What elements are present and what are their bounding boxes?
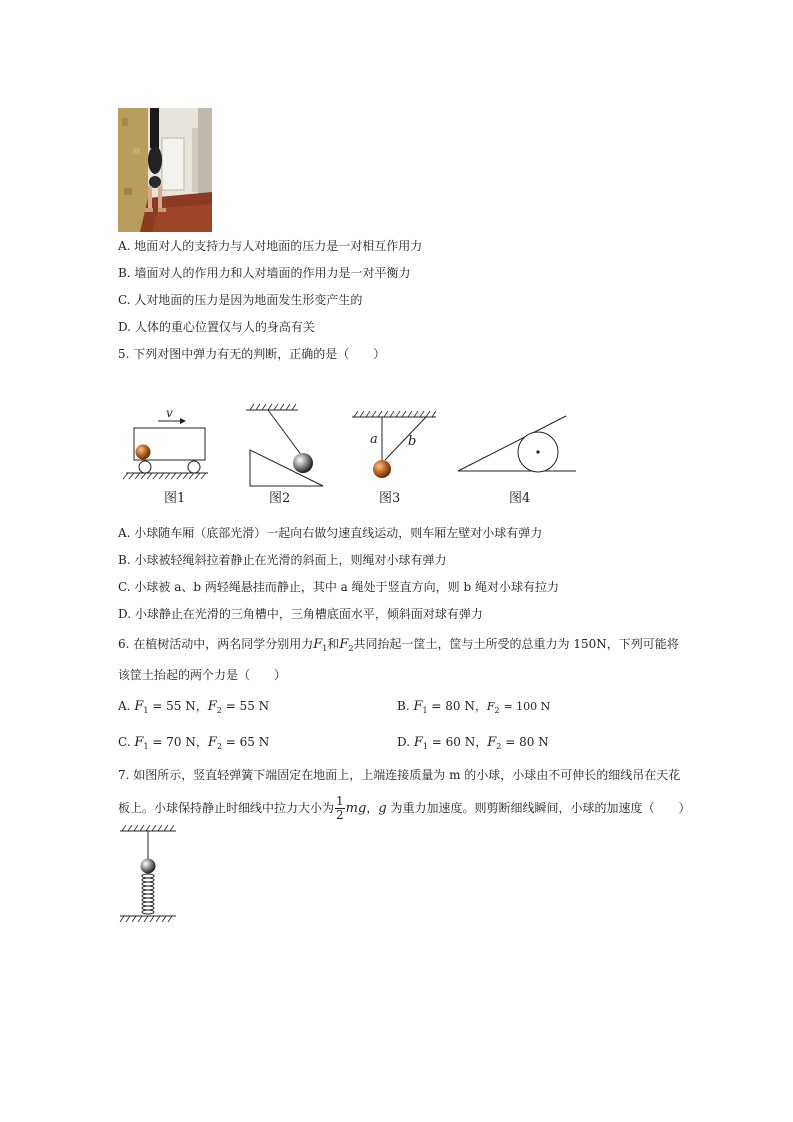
q6-stem-part2: 共同抬起一筐土，筐与土所受的总重力为 150N，下列可能将 [353,637,679,651]
q5-option-c: C. 小球被 a、b 两轻绳悬挂而静止，其中 a 绳处于竖直方向，则 b 绳对小球有拉力 [118,580,559,594]
fig3-rope-b-label: b [408,434,417,449]
q7-stem-line2: 板上。小球保持静止时细线中拉力大小为 $\frac{1}{2}$ mg，g 为重力加速度。则剪断细线瞬间，小球的加速度（ ） [118,794,691,822]
q4-option-b: B. 墙面对人的作用力和人对墙面的作用力是一对平衡力 [118,266,411,280]
q6-stem-part1: 6. 在植树活动中，两名同学分别用力 [118,637,314,651]
q6-option-c: C. $F_1 = 70$ N，$F_2 = 65$ N [118,735,270,751]
q6-option-d: D. $F_1 = 60$ N，$F_2 = 80$ N [397,735,549,751]
fig3-caption: 图3 [379,491,401,506]
fig3-two-ropes [352,411,436,478]
fig2-caption: 图2 [269,491,291,506]
q5-option-a: A. 小球随车厢（底部光滑）一起向右做匀速直线运动，则车厢左壁对小球有弹力 [118,526,543,540]
q6-f2-symbol: $F_2$ [339,637,354,653]
q6-stem-line2: 该筐土抬起的两个力是（ ） [118,668,287,682]
fig3-rope-a-label: a [370,432,378,447]
q6-stem-and: 和 [327,637,340,651]
q6-option-b: B. $F_1 = 80$ N，$F_2 = 100$ N [397,699,551,715]
fig1-cart [123,418,208,479]
fig1-caption: 图1 [164,491,186,506]
q7-spring-figure [118,822,180,928]
q7-fraction: $\frac{1}{2}$ [336,794,344,822]
fig4-caption: 图4 [509,491,531,506]
q5-stem: 5. 下列对图中弹力有无的判断，正确的是（ ） [118,347,386,361]
q4-option-d: D. 人体的重心位置仅与人的身高有关 [118,320,315,334]
fig4-triangle-groove [458,416,576,472]
q6-option-a: A. $F_1 = 55$ N，$F_2 = 55$ N [118,699,270,715]
q6-stem-line1 [118,636,679,657]
q5-option-d: D. 小球静止在光滑的三角槽中，三角槽底面水平，倾斜面对球有弹力 [118,607,483,621]
q4-option-c: C. 人对地面的压力是因为地面发生形变产生的 [118,293,363,307]
fig2-incline [246,404,323,486]
handstand-photo [118,108,212,232]
q7-stem-line1: 7. 如图所示，竖直轻弹簧下端固定在地面上，上端连接质量为 m 的小球，小球由不可伸长的细线吊在天花 [118,768,681,782]
q5-option-b: B. 小球被轻绳斜拉着静止在光滑的斜面上，则绳对小球有弹力 [118,553,447,567]
q6-f1-symbol: $F_1$ [313,637,328,653]
q4-option-a: A. 地面对人的支持力与人对地面的压力是一对相互作用力 [118,239,423,253]
fig1-velocity-label: v [166,406,173,420]
